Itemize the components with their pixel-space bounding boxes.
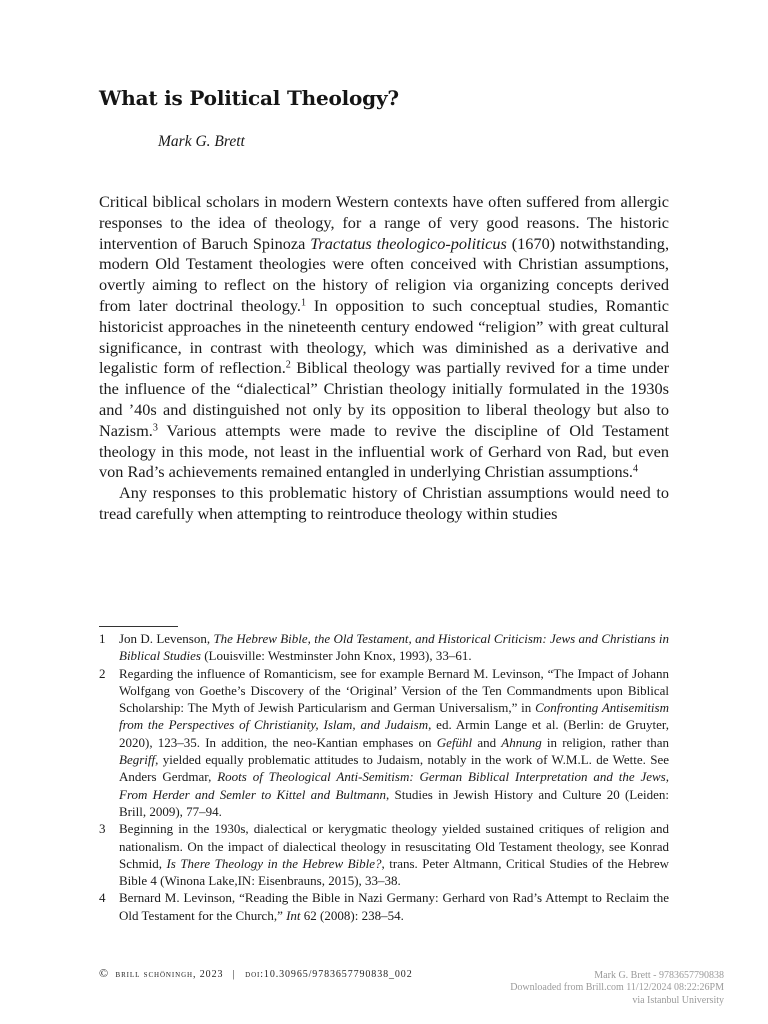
text-run: (1670) notwithstanding, modern Old Testament theologies were often conceived with Christian assumptions, overtly aiming to reflect on the history of religion via organizing concepts derived from later doctrinal theology. (99, 233, 670, 315)
footnote-text (119, 821, 669, 888)
italic-text: Begriff (119, 752, 156, 768)
footnote-reference: 3 (152, 422, 158, 434)
footnote-number: 2 (99, 665, 106, 681)
doi-text: doi:10.30965/9783657790838_002 (245, 969, 413, 980)
footnotes (99, 630, 669, 924)
italic-text: The Hebrew Bible, the Old Testament, and Historical Criticism: Jews and Christians in Biblical Studies (119, 631, 669, 664)
text-run: , Studies in Jewish History and Culture 20 (Leiden: Brill, 2009), 77–94. (119, 786, 669, 819)
text-run: , ed. Armin Lange et al. (Berlin: de Gruyter, 2020), 123–35. In addition, the neo-Kantian emphases on (119, 717, 669, 750)
text-run: in religion, rather than (541, 734, 669, 750)
text-run: , yielded equally problematic attitudes to Judaism, notably in the work of W.M.L. de Wette. See Anders Gerdmar, (119, 752, 669, 785)
page-footer (99, 966, 413, 981)
text-run: Bernard M. Levinson, “Reading the Bible in Nazi Germany: Gerhard von Rad’s Attempt to Reclaim the Old Testament for the Church,” (119, 890, 669, 923)
text-run: Any responses to this problematic history of Christian assumptions would need to tread carefully when attempting to reintroduce theology within studies (99, 483, 669, 523)
publisher-name: brill schöningh, 2023 (115, 969, 224, 980)
footnote-text (119, 666, 669, 819)
italic-text: Tractatus theologico-politicus (310, 233, 507, 253)
footnote (99, 665, 669, 821)
text-run: Various attempts were made to revive the discipline of Old Testament theology in this mode, not least in the influential work of Gerhard von Rad, but even von Rad’s achievements remained entangled in underlying Christian assumptions. (99, 420, 669, 482)
copyright-symbol: © (99, 966, 109, 980)
footnote-reference: 2 (285, 359, 291, 371)
footnote (99, 889, 669, 924)
italic-text: Int (286, 907, 301, 923)
footnote-reference: 1 (301, 297, 307, 309)
footnote-number: 1 (99, 631, 106, 646)
chapter-title: What is Political Theology? (99, 86, 399, 110)
footnote-reference: 4 (633, 463, 639, 475)
body-paragraph (99, 192, 669, 483)
watermark-line: Downloaded from Brill.com 11/12/2024 08:22:26PM (510, 982, 724, 994)
footnote-text (119, 890, 669, 922)
text-run: Critical biblical scholars in modern Western contexts have often suffered from allergic responses to the idea of theology, for a range of very good reasons. The historic intervention of Baruch Spinoza (99, 192, 669, 253)
italic-text: Roots of Theological Anti-Semitism: German Biblical Interpretation and the Jews, From Herder and Semler to Kittel and Bultmann (119, 769, 669, 802)
text-run: (Louisville: Westminster John Knox, 1993), 33–61. (200, 648, 472, 664)
text-run: In opposition to such conceptual studies, Romantic historicist approaches in the nineteenth century endowed “religion” with great cultural significance, in contrast with theology, which was diminished as a derivative and legalistic form of reflection. (99, 295, 669, 378)
text-run: Biblical theology was partially revived for a time under the influence of the “dialectical” Christian theology initially formulated in the 1930s and ’40s and distinguished not only by its opposition to liberal theology but also to Nazism. (99, 358, 670, 440)
download-watermark (510, 970, 724, 1007)
watermark-line: via Istanbul University (632, 994, 724, 1006)
footnote-number: 3 (99, 821, 106, 837)
italic-text: Gefühl (436, 734, 473, 750)
footnote-rule (99, 626, 178, 627)
italic-text: Confronting Antisemitism from the Perspectives of Christianity, Islam, and Judaism (119, 700, 669, 733)
body-text (99, 192, 669, 525)
text-run: Jon D. Levenson, (119, 631, 214, 646)
italic-text: Is There Theology in the Hebrew Bible? (166, 855, 382, 871)
text-run: , trans. Peter Altmann, Critical Studies of the Hebrew Bible 4 (Winona Lake,IN: Eisenbrauns, 2015), 33–38. (119, 855, 669, 889)
text-run: and (472, 734, 502, 750)
italic-text: Ahnung (501, 734, 542, 750)
watermark-line: Mark G. Brett - 9783657790838 (594, 970, 724, 981)
footnote (99, 820, 669, 889)
text-run: Regarding the influence of Romanticism, see for example Bernard M. Levinson, “The Impact of Johann Wolfgang von Goethe’s Discovery of the ‘Original’ Version of the Ten Commandments upon Biblical Scholarship: The Myth of Jewish Particularism and German Universalism,” in (119, 665, 669, 716)
text-run: Beginning in the 1930s, dialectical or kerygmatic theology yielded sustained critiques of religion and nationalism. On the impact of dialectical theology in resuscitating Old Testament theology, see Konrad Schmid, (119, 821, 669, 871)
footnote (99, 630, 669, 665)
author-name: Mark G. Brett (158, 133, 245, 150)
body-paragraph (99, 483, 669, 525)
footnote-text (119, 631, 669, 663)
footer-separator: | (232, 969, 236, 980)
text-run: 62 (2008): 238–54. (300, 907, 404, 923)
footnote-number: 4 (99, 890, 106, 906)
